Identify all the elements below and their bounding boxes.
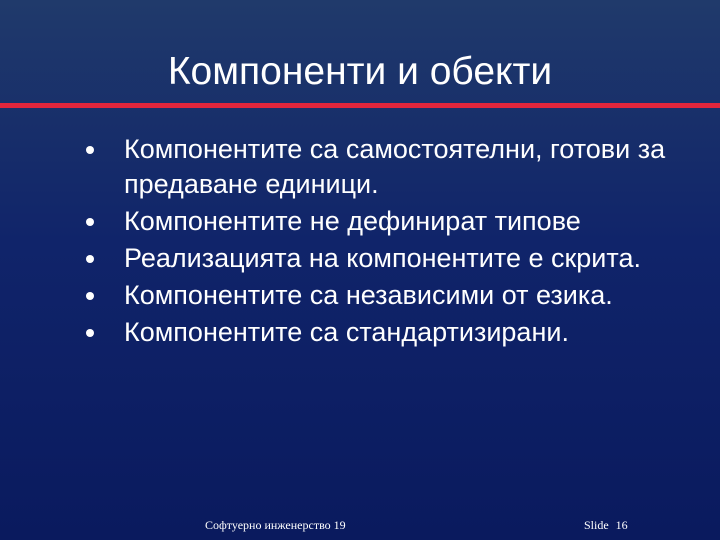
bullet-item	[0, 241, 720, 276]
bullet-dot-icon	[86, 292, 94, 300]
bullet-item	[0, 204, 720, 239]
footer-text: Софтуерно инженерство 19	[205, 518, 346, 532]
bullet-dot-icon	[86, 146, 94, 154]
bullet-item	[0, 278, 720, 313]
bullet-item	[0, 315, 720, 350]
bullet-dot-icon	[86, 329, 94, 337]
bullet-dot-icon	[86, 255, 94, 263]
bullet-text: Реализацията на компонентите е скрита.	[124, 243, 641, 273]
slide-number: Slide 16	[584, 518, 628, 532]
bullet-list	[0, 132, 720, 352]
bullet-text: Компонентите са самостоятелни, готови за предаване единици.	[124, 134, 666, 199]
slide-title: Компоненти и обекти	[167, 50, 553, 93]
bullet-text: Компонентите са стандартизирани.	[124, 317, 569, 347]
title-underline	[0, 103, 720, 108]
bullet-item	[0, 132, 720, 202]
bullet-dot-icon	[86, 218, 94, 226]
bullet-text: Компонентите не дефинират типове	[124, 206, 581, 236]
bullet-text: Компонентите са независими от езика.	[124, 280, 613, 310]
